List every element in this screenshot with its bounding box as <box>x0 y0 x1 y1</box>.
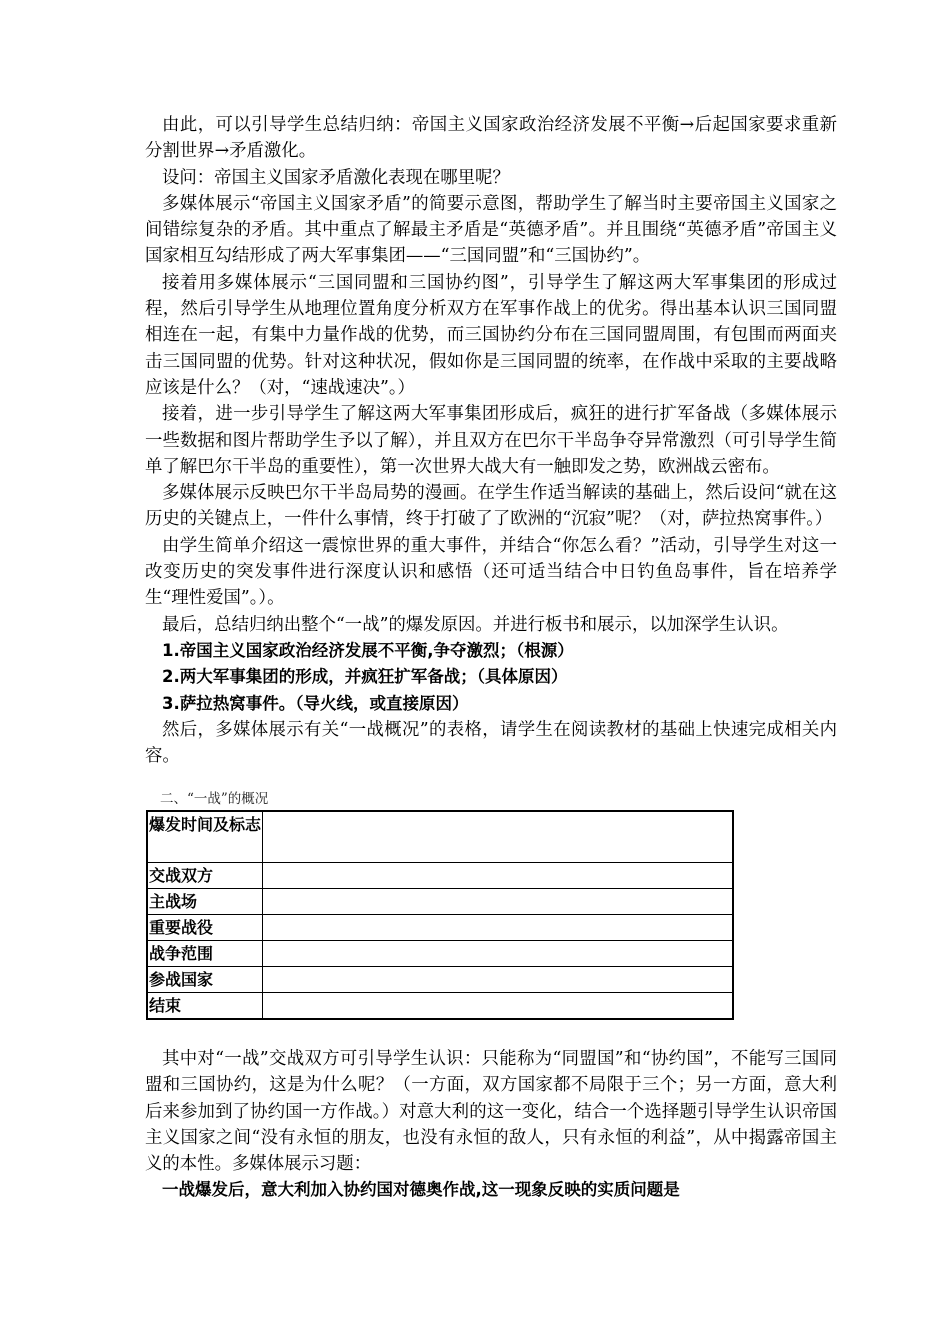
answer-cell[interactable] <box>263 862 734 888</box>
paragraph: 多媒体展示“帝国主义国家矛盾”的简要示意图，帮助学生了解当时主要帝国主义国家之间错综复杂的矛盾。其中重点了解最主矛盾是“英德矛盾”。并且围绕“英德矛盾”帝国主义国家相互勾结形成了两大军事集团——“三国同盟”和“三国协约”。 <box>145 193 837 267</box>
table-row <box>147 914 733 940</box>
table-row <box>147 862 733 888</box>
row-label: 重要战役 <box>147 914 263 940</box>
table-row <box>147 992 733 1019</box>
paragraph: 最后，总结归纳出整个“一战”的爆发原因。并进行板书和展示，以加深学生认识。 <box>162 614 789 635</box>
row-label: 参战国家 <box>147 966 263 992</box>
row-label: 结束 <box>147 992 263 1019</box>
answer-cell[interactable] <box>263 914 734 940</box>
paragraph: 接着，进一步引导学生了解这两大军事集团形成后，疯狂的进行扩军备战（多媒体展示一些数据和图片帮助学生予以了解），并且双方在巴尔干半岛争夺异常激烈（可引导学生简单了解巴尔干半岛的重要性），第一次世界大战大有一触即发之势，欧洲战云密布。 <box>145 404 837 477</box>
table-row <box>147 888 733 914</box>
cause-item: 2.两大军事集团的形成，并疯狂扩军备战；（具体原因） <box>162 667 568 687</box>
row-label: 主战场 <box>147 888 263 914</box>
paragraph: 然后，多媒体展示有关“一战概况”的表格，请学生在阅读教材的基础上快速完成相关内容。 <box>145 719 837 767</box>
answer-cell[interactable] <box>263 888 734 914</box>
body-text-bottom <box>145 1046 837 1204</box>
paragraph: 设问：帝国主义国家矛盾激化表现在哪里呢？ <box>162 167 510 188</box>
row-label: 战争范围 <box>147 940 263 966</box>
body-text-top <box>145 112 837 769</box>
table-caption: 二、“一战”的概况 <box>160 791 269 807</box>
row-label: 爆发时间及标志 <box>147 811 263 862</box>
answer-cell[interactable] <box>263 811 734 862</box>
paragraph: 由此，可以引导学生总结归纳：帝国主义国家政治经济发展不平衡→后起国家要求重新分割世界→矛盾激化。 <box>145 115 837 162</box>
table-row <box>147 811 733 862</box>
cause-item: 1.帝国主义国家政治经济发展不平衡,争夺激烈；（根源） <box>162 640 574 660</box>
overview-table <box>146 810 734 1020</box>
paragraph: 多媒体展示反映巴尔干半岛局势的漫画。在学生作适当解读的基础上，然后设问“就在这历史的关键点上，一件什么事情，终于打破了了欧洲的“沉寂”呢？（对，萨拉热窝事件。） <box>145 483 837 530</box>
answer-cell[interactable] <box>263 966 734 992</box>
answer-cell[interactable] <box>263 940 734 966</box>
paragraph: 其中对“一战”交战双方可引导学生认识：只能称为“同盟国”和“协约国”，不能写三国同盟和三国协约，这是为什么呢？（一方面，双方国家都不局限于三个；另一方面，意大利后来参加到了协约国一方作战。）对意大利的这一变化，结合一个选择题引导学生认识帝国主义国家之间“没有永恒的朋友，也没有永恒的敌人，只有永恒的利益”，从中揭露帝国主义的本性。多媒体展示习题： <box>145 1049 837 1175</box>
answer-cell[interactable] <box>263 992 734 1019</box>
exercise-question: 一战爆发后，意大利加入协约国对德奥作战,这一现象反映的实质问题是 <box>162 1180 680 1200</box>
table-row <box>147 966 733 992</box>
paragraph: 由学生简单介绍这一震惊世界的重大事件，并结合“你怎么看？”活动，引导学生对这一改变历史的突发事件进行深度认识和感悟（还可适当结合中日钓鱼岛事件，旨在培养学生“理性爱国”。）。 <box>145 535 837 609</box>
row-label: 交战双方 <box>147 862 263 888</box>
table-row <box>147 940 733 966</box>
paragraph: 接着用多媒体展示“三国同盟和三国协约图”，引导学生了解这两大军事集团的形成过程，然后引导学生从地理位置角度分析双方在军事作战上的优劣。得出基本认识三国同盟相连在一起，有集中力量作战的优势，而三国协约分布在三国同盟周围，有包围而两面夹击三国同盟的优势。针对这种状况，假如你是三国同盟的统率，在作战中采取的主要战略应该是什么？（对，“速战速决”。） <box>145 272 837 398</box>
cause-item: 3.萨拉热窝事件。（导火线，或直接原因） <box>162 693 469 713</box>
